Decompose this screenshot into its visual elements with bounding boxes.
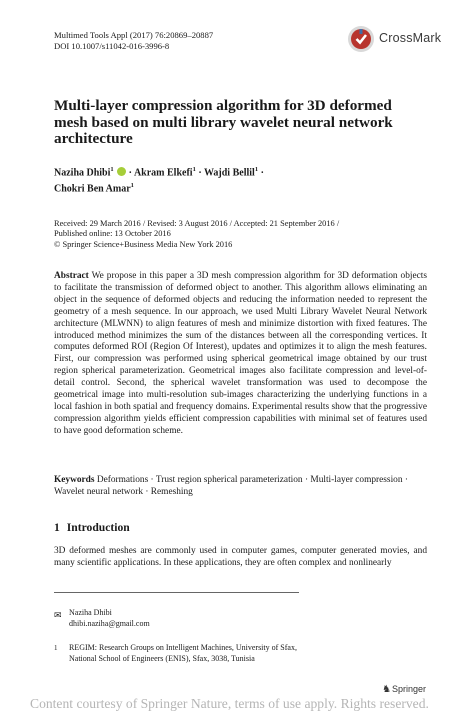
corresponding-email[interactable]: dhibi.naziha@gmail.com [69, 618, 150, 628]
affiliation-number: 1 [54, 644, 58, 652]
author-name[interactable]: Naziha Dhibi [54, 167, 111, 179]
history-line: Received: 29 March 2016 / Revised: 3 August 2016 / Accepted: 21 September 2016 / [54, 219, 340, 228]
title-line: mesh based on multi library wavelet neural network [54, 113, 393, 131]
springer-horse-icon: ♞ [382, 684, 391, 695]
copyright-line: © Springer Science+Business Media New York 2016 [54, 239, 233, 249]
crossmark-icon [347, 25, 375, 53]
orcid-icon[interactable] [117, 167, 126, 176]
author-line-1 [54, 163, 414, 179]
corresponding-author [54, 608, 150, 629]
title-line: Multi-layer compression algorithm for 3D deformed [54, 97, 392, 114]
affiliation-line: National School of Engineers (ENIS), Sfax, 3038, Tunisia [69, 653, 255, 663]
crossmark-badge[interactable] [347, 25, 457, 53]
affiliation-footnote [54, 643, 434, 664]
abstract-text: We propose in this paper a 3D mesh compression algorithm for 3D deformation objects to facilitate the transmission of deformed object to another. This algorithm allows eliminating an object in the sequence of deformed objects and reducing the information needed to represent the geometry of a mesh sequence. In our approach, we used Multi Library Wavelet Neural Network architecture (MLWNN) to align features of mesh and minimize distortion with fixed features. The introduced method minimizes the sum of the distances between all the corresponding vertices. It computes deformed ROI (Region Of Interest), updates and optimizes it to align the mesh features. First, our compression was performed using spherical geometrical image obtained by our trust region spherical parameterization. Geometrical images also facilitate compression and level-of-detail control. Second, the spherical wavelet transformation was used to decompose the geometrical image into multi-resolution sub-images characterizing the underlying functions in a local fashion in both spatial and frequency domains. Experimental results show that the progressive compression algorithm yields efficient compression capabilities with minimal set of features used to have good deformation scheme. [54, 271, 428, 436]
footnote-divider [54, 592, 299, 593]
keywords-label: Keywords [54, 475, 95, 485]
publisher-logo [382, 684, 426, 695]
affiliation-marker: 1 [110, 166, 114, 173]
section-heading [54, 521, 130, 534]
author-name[interactable]: · Wajdi Bellil [198, 167, 255, 179]
envelope-icon: ✉ [54, 610, 62, 620]
abstract-label: Abstract [54, 271, 89, 281]
keywords-text: Deformations · Trust region spherical parameterization · Multi-layer compression · Wavelet neural network · Remeshing [54, 475, 408, 497]
section-title: Introduction [66, 521, 130, 534]
doi-line: DOI 10.1007/s11042-016-3996-8 [54, 41, 170, 51]
affiliation-marker: 1 [192, 166, 196, 173]
publisher-name: Springer [391, 684, 426, 694]
paper-title [54, 98, 434, 148]
abstract-block [54, 271, 427, 438]
section-number: 1 [54, 521, 60, 534]
published-line: Published online: 13 October 2016 [54, 229, 171, 239]
keywords-block [54, 475, 427, 499]
publication-dates [54, 219, 444, 250]
author-name[interactable]: Chokri Ben Amar [54, 183, 131, 195]
author-name[interactable]: · Akram Elkefi [128, 167, 193, 179]
author-line-2 [54, 179, 414, 195]
journal-header [54, 30, 213, 52]
corresponding-name: Naziha Dhibi [69, 608, 112, 617]
courtesy-watermark: Content courtesy of Springer Nature, terms of use apply. Rights reserved. [30, 696, 429, 711]
author-list [54, 163, 414, 196]
affiliation-marker: 1 [130, 182, 134, 190]
affiliation-marker: 1 [254, 166, 259, 173]
crossmark-label: CrossMark [379, 31, 442, 45]
author-separator: · [258, 167, 264, 179]
journal-citation: Multimed Tools Appl (2017) 76:20869–20887 [54, 30, 214, 40]
intro-paragraph: 3D deformed meshes are commonly used in computer games, computer generated movies, and many scientific applications. In these applications, they are often complex and nonlinearly [54, 546, 427, 568]
affiliation-line: REGIM: Research Groups on Intelligent Machines, University of Sfax, [69, 643, 297, 652]
title-line: architecture [54, 130, 133, 147]
